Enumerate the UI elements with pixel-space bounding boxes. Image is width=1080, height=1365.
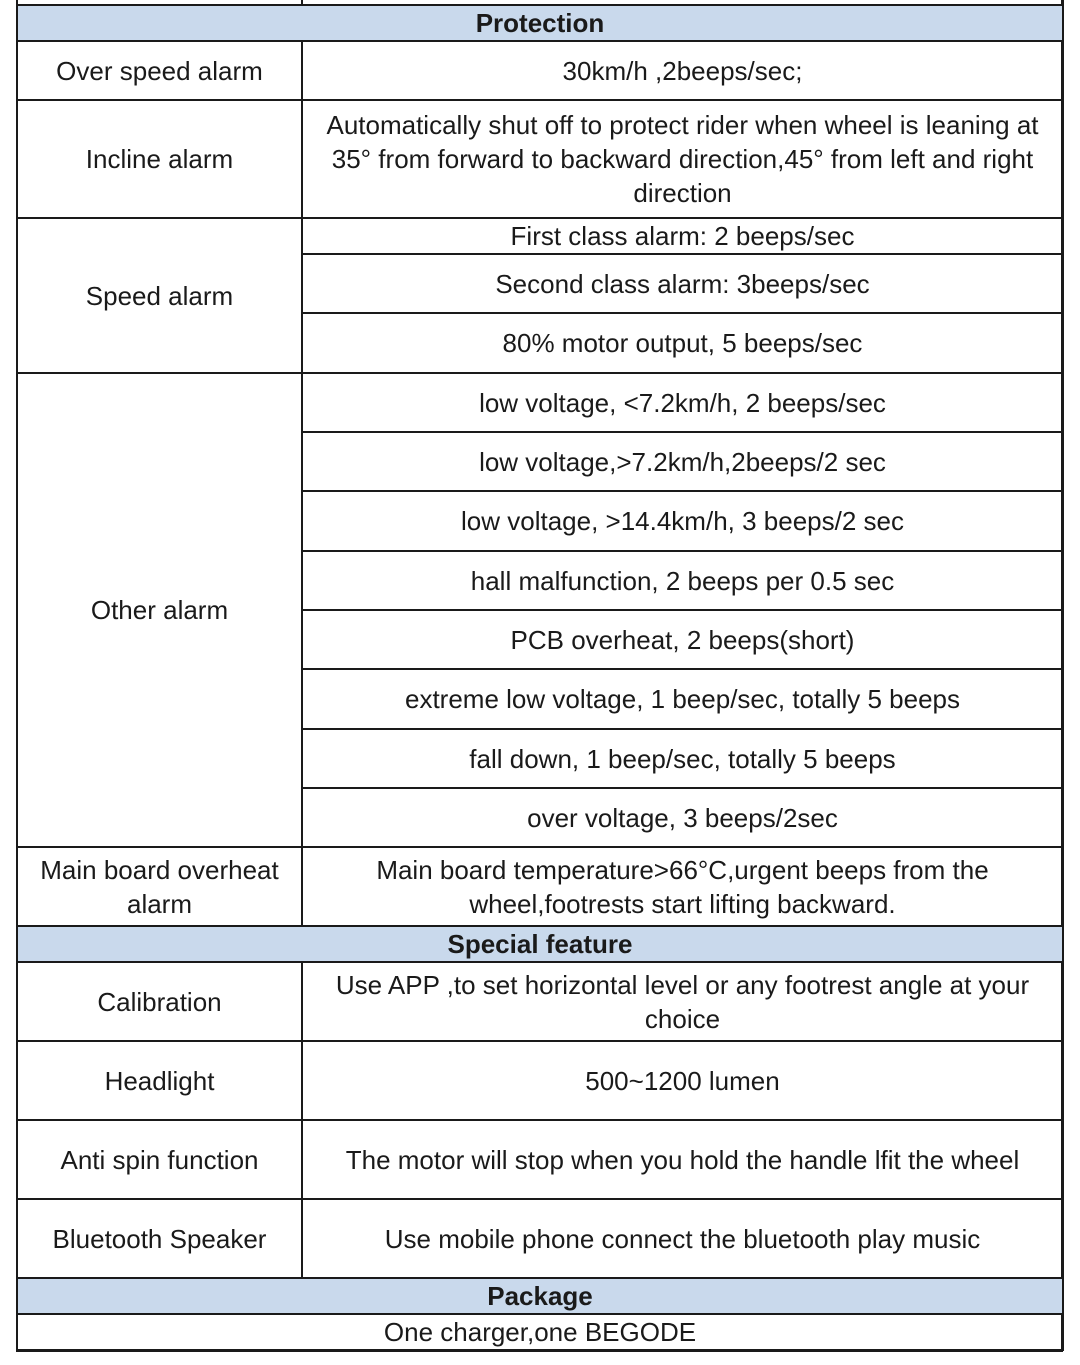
table-row bbox=[17, 847, 1063, 926]
row-value-other-1: low voltage, <7.2km/h, 2 beeps/sec bbox=[302, 373, 1063, 432]
row-label-anti-spin: Anti spin function bbox=[17, 1120, 302, 1199]
section-row-package bbox=[17, 1278, 1063, 1314]
section-header-package: Package bbox=[17, 1278, 1063, 1314]
row-label-speed: Speed alarm bbox=[17, 218, 302, 373]
row-label-headlight: Headlight bbox=[17, 1041, 302, 1120]
row-label-bluetooth: Bluetooth Speaker bbox=[17, 1199, 302, 1278]
table-row bbox=[17, 373, 1063, 432]
table-row bbox=[17, 41, 1063, 100]
row-value-other-4: hall malfunction, 2 beeps per 0.5 sec bbox=[302, 551, 1063, 610]
row-value-headlight: 500~1200 lumen bbox=[302, 1041, 1063, 1120]
table-row bbox=[17, 1199, 1063, 1278]
row-value-speed-3: 80% motor output, 5 beeps/sec bbox=[302, 313, 1063, 373]
row-value-speed-2: Second class alarm: 3beeps/sec bbox=[302, 254, 1063, 313]
row-value-other-8: over voltage, 3 beeps/2sec bbox=[302, 788, 1063, 847]
row-label-over-speed: Over speed alarm bbox=[17, 41, 302, 100]
table-row bbox=[17, 1041, 1063, 1120]
table-row bbox=[17, 1120, 1063, 1199]
row-value-other-5: PCB overheat, 2 beeps(short) bbox=[302, 610, 1063, 669]
table-row bbox=[17, 1314, 1063, 1350]
row-value-anti-spin: The motor will stop when you hold the handle lfit the wheel bbox=[302, 1120, 1063, 1199]
table-row bbox=[17, 962, 1063, 1041]
section-header-special-feature: Special feature bbox=[17, 926, 1063, 962]
row-value-incline: Automatically shut off to protect rider when wheel is leaning at 35° from forward to backward direction,45° from left and right direction bbox=[302, 100, 1063, 218]
section-row-special-feature bbox=[17, 926, 1063, 962]
row-value-other-7: fall down, 1 beep/sec, totally 5 beeps bbox=[302, 729, 1063, 788]
row-value-calibration: Use APP ,to set horizontal level or any footrest angle at your choice bbox=[302, 962, 1063, 1041]
row-value-speed-1: First class alarm: 2 beeps/sec bbox=[302, 218, 1063, 254]
spec-table bbox=[16, 0, 1064, 1351]
section-header-protection: Protection bbox=[17, 5, 1063, 41]
table-row bbox=[17, 100, 1063, 218]
row-value-main-board: Main board temperature>66°C,urgent beeps from the wheel,footrests start lifting backward. bbox=[302, 847, 1063, 926]
section-row-protection bbox=[17, 5, 1063, 41]
row-label-main-board: Main board overheat alarm bbox=[17, 847, 302, 926]
row-value-other-3: low voltage, >14.4km/h, 3 beeps/2 sec bbox=[302, 491, 1063, 551]
row-label-other: Other alarm bbox=[17, 373, 302, 847]
row-value-other-6: extreme low voltage, 1 beep/sec, totally 5 beeps bbox=[302, 669, 1063, 729]
row-label-calibration: Calibration bbox=[17, 962, 302, 1041]
row-value-bluetooth: Use mobile phone connect the bluetooth play music bbox=[302, 1199, 1063, 1278]
row-value-other-2: low voltage,>7.2km/h,2beeps/2 sec bbox=[302, 432, 1063, 491]
table-row bbox=[17, 218, 1063, 254]
row-label-incline: Incline alarm bbox=[17, 100, 302, 218]
row-value-package: One charger,one BEGODE bbox=[17, 1314, 1063, 1350]
row-value-over-speed: 30km/h ,2beeps/sec; bbox=[302, 41, 1063, 100]
